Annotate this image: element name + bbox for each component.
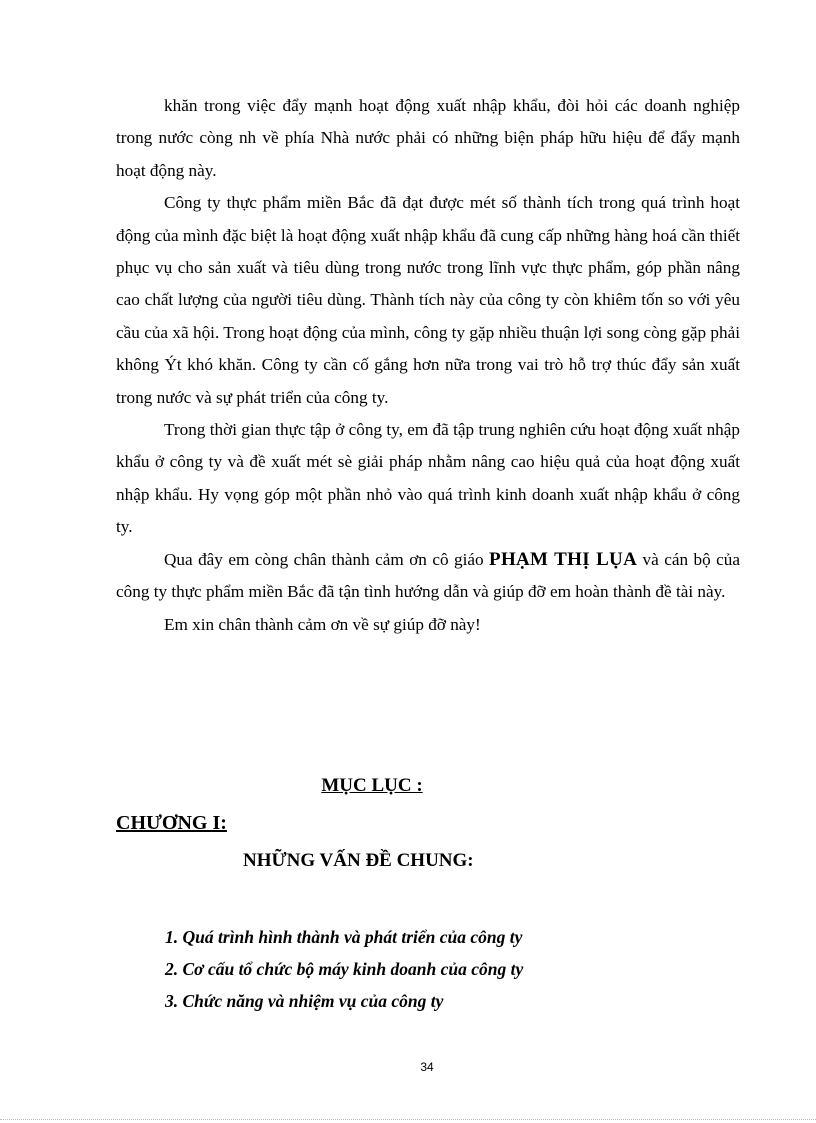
paragraph-2: Công ty thực phẩm miền Bắc đã đạt được mét số thành tích trong quá trình hoạt động của mình đặc biệt là hoạt động xuất nhập khẩu đã cung cấp những hàng hoá cần thiết phục vụ cho sản xuất và tiêu dùng trong nước trong lĩnh vực thực phẩm, góp phần nâng cao chất lượng của người tiêu dùng. Thành tích này của công ty còn khiêm tốn so với yêu cầu của xã hội. Trong hoạt động của mình, công ty gặp nhiều thuận lợi song còng gặp phải không Ýt khó khăn. Công ty cần cố gắng hơn nữa trong vai trò hỗ trợ thúc đẩy sản xuất trong nước và sự phát triển của công ty. <box>116 193 740 407</box>
toc-item: 1. Quá trình hình thành và phát triển của công ty <box>165 927 523 947</box>
toc-item: 3. Chức năng và nhiệm vụ của công ty <box>165 991 444 1011</box>
paragraph-5: Em xin chân thành cảm ơn về sự giúp đỡ này! <box>164 614 481 634</box>
page-bottom-divider <box>0 1119 816 1120</box>
body-text <box>116 90 740 641</box>
page-number: 34 <box>420 1060 434 1074</box>
paragraph-4 <box>116 544 740 609</box>
paragraph-3: Trong thời gian thực tập ở công ty, em đã tập trung nghiên cứu hoạt động xuất nhập khẩu ở công ty và đề xuất mét sè giải pháp nhằm nâng cao hiệu quả của hoạt động xuất nhập khẩu. Hy vọng góp một phần nhỏ vào quá trình kinh doanh xuất nhập khẩu ở công ty. <box>116 420 740 537</box>
chapter-title: NHỮNG VẤN ĐỀ CHUNG: <box>243 850 474 871</box>
toc-list <box>165 921 523 1017</box>
paragraph-4-text-end: và cán bộ của công ty thực phẩm miền Bắc đã tận tình hướng dẫn và giúp đỡ em hoàn thành đề tài này. <box>116 549 740 602</box>
chapter-label: CHƯƠNG I: <box>116 812 227 834</box>
paragraph-4-text-start: Qua đây em còng chân thành cảm ơn cô giáo <box>164 549 490 569</box>
toc-title: MỤC LỤC : <box>321 775 423 796</box>
paragraph-1: khăn trong việc đẩy mạnh hoạt động xuất nhập khẩu, đòi hỏi các doanh nghiệp trong nước còng nh về phía Nhà nước phải có những biện pháp hữu hiệu để đẩy mạnh hoạt động này. <box>116 96 740 180</box>
teacher-name: PHẠM THỊ LỤA <box>489 548 638 570</box>
toc-item: 2. Cơ cấu tổ chức bộ máy kinh doanh của công ty <box>165 959 524 979</box>
